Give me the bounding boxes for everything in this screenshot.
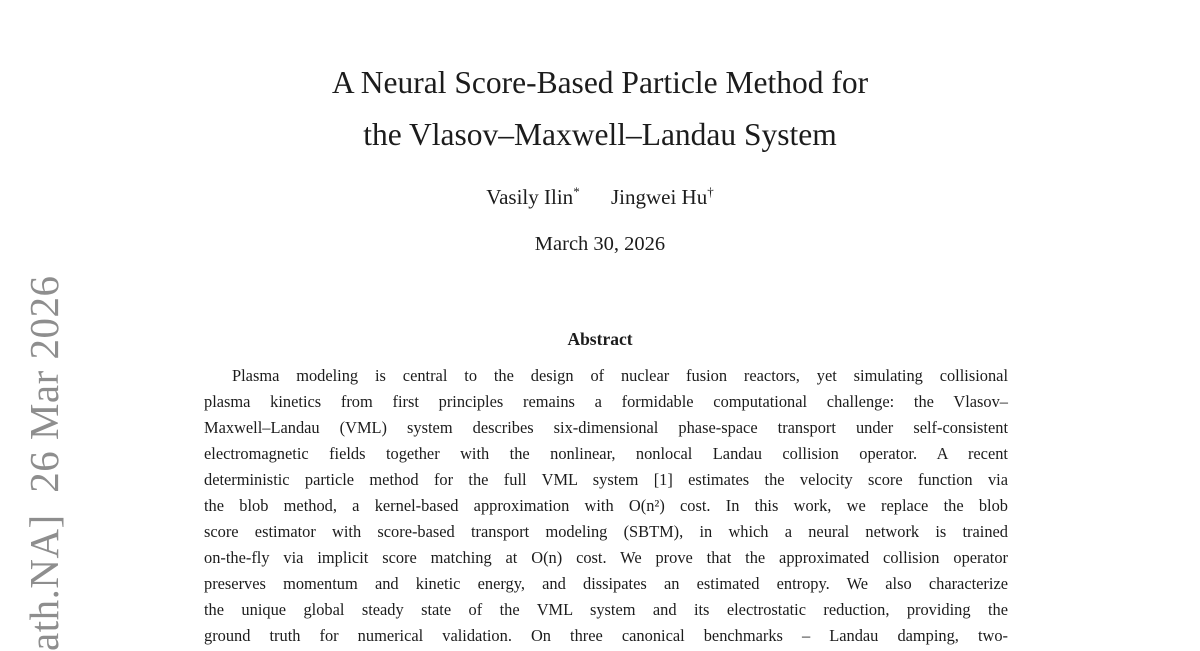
abstract-line: the unique global steady state of the VML system and its electrostatic reduction, providing the bbox=[204, 600, 1008, 619]
abstract-text bbox=[204, 363, 1008, 649]
paper-title-line-2: the Vlasov–Maxwell–Landau System bbox=[363, 117, 837, 152]
author-1-footnote-mark: * bbox=[573, 184, 580, 199]
author-2-name: Jingwei Hu bbox=[610, 185, 708, 209]
abstract-line: score estimator with score-based transport modeling (SBTM), in which a neural network is trained bbox=[204, 522, 1008, 541]
author-1 bbox=[486, 185, 579, 209]
abstract-line: preserves momentum and kinetic energy, and dissipates an estimated entropy. We also characterize bbox=[204, 574, 1008, 593]
abstract-heading: Abstract bbox=[567, 329, 633, 349]
paper-date: March 30, 2026 bbox=[534, 233, 666, 255]
abstract-line: electromagnetic fields together with the nonlinear, nonlocal Landau collision operator. A recent bbox=[204, 444, 1008, 463]
paper-title-line-1: A Neural Score-Based Particle Method for bbox=[331, 65, 869, 100]
abstract-line: ground truth for numerical validation. On three canonical benchmarks – Landau damping, two- bbox=[204, 626, 1008, 645]
abstract-line: plasma kinetics from first principles remains a formidable computational challenge: the Vlasov– bbox=[204, 392, 1008, 411]
abstract-line: the blob method, a kernel-based approximation with O(n²) cost. In this work, we replace the blob bbox=[204, 496, 1008, 515]
author-list bbox=[0, 183, 1200, 211]
abstract-line: deterministic particle method for the full VML system [1] estimates the velocity score function via bbox=[204, 470, 1008, 489]
arxiv-watermark: ath.NA] 26 Mar 2026 bbox=[21, 275, 67, 651]
author-2 bbox=[611, 185, 714, 209]
paper-title bbox=[0, 57, 1200, 161]
author-2-footnote-mark: † bbox=[707, 184, 714, 199]
abstract-line: Plasma modeling is central to the design of nuclear fusion reactors, yet simulating collisional bbox=[232, 366, 1008, 385]
abstract-line: Maxwell–Landau (VML) system describes six-dimensional phase-space transport under self-consistent bbox=[204, 418, 1008, 437]
author-1-name: Vasily Ilin bbox=[486, 185, 574, 209]
abstract-line: on-the-fly via implicit score matching at O(n) cost. We prove that the approximated collision operator bbox=[204, 548, 1008, 567]
